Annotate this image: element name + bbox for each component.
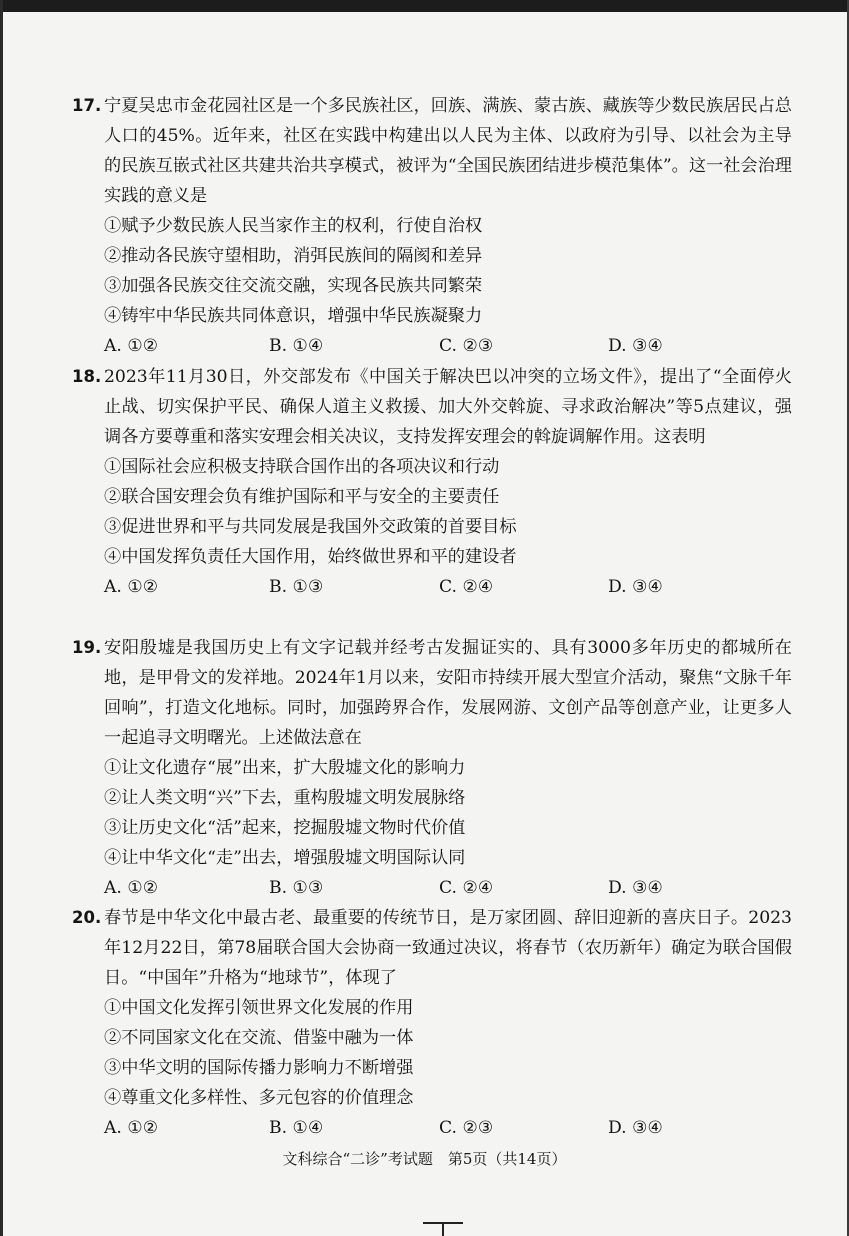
scan-left-edge [0, 0, 3, 1236]
choice-c[interactable]: C. ②④ [439, 878, 494, 898]
question-20 [72, 903, 792, 1143]
statement-1: ①让文化遗存“展”出来，扩大殷墟文化的影响力 [104, 758, 466, 778]
question-stem [72, 903, 792, 993]
choice-a[interactable]: A. ①② [104, 1118, 159, 1138]
question-number: 18. [72, 367, 102, 386]
answer-choices [72, 1113, 792, 1143]
statement-4: ④尊重文化多样性、多元包容的价值理念 [104, 1088, 414, 1108]
choice-b[interactable]: B. ①③ [269, 577, 324, 597]
statement-4: ④让中华文化“走”出去，增强殷墟文明国际认同 [104, 848, 466, 868]
answer-choices [72, 331, 792, 361]
choice-d[interactable]: D. ③④ [608, 1118, 663, 1138]
question-stem [72, 91, 792, 211]
choice-b[interactable]: B. ①③ [269, 878, 324, 898]
question-19 [72, 633, 792, 903]
statement-3: ③加强各民族交往交流交融，实现各民族共同繁荣 [104, 276, 483, 296]
choice-a[interactable]: A. ①② [104, 878, 159, 898]
choice-d[interactable]: D. ③④ [608, 336, 663, 356]
page-footer: 文科综合“二诊”考试题 第5页（共14页） [282, 1150, 567, 1168]
choice-d[interactable]: D. ③④ [608, 878, 663, 898]
statement-3: ③让历史文化“活”起来，挖掘殷墟文物时代价值 [104, 818, 466, 838]
question-number: 20. [72, 908, 102, 927]
question-stem [72, 633, 792, 753]
scan-top-edge [0, 0, 849, 12]
choice-c[interactable]: C. ②③ [439, 336, 494, 356]
answer-choices [72, 572, 792, 602]
statement-2: ②推动各民族守望相助，消弭民族间的隔阂和差异 [104, 246, 483, 266]
choice-d[interactable]: D. ③④ [608, 577, 663, 597]
question-text: 宁夏吴忠市金花园社区是一个多民族社区，回族、满族、蒙古族、藏族等少数民族居民占总人口的45%。近年来，社区在实践中构建出以人民为主体、以政府为引导、以社会为主导的民族互嵌式社区共建共治共享模式，被评为“全国民族团结进步模范集体”。这一社会治理实践的意义是 [104, 96, 792, 206]
statement-2: ②让人类文明“兴”下去，重构殷墟文明发展脉络 [104, 788, 466, 808]
statement-2: ②联合国安理会负有维护国际和平与安全的主要责任 [104, 487, 500, 507]
binding-mark [423, 1222, 463, 1236]
statement-4: ④中国发挥负责任大国作用，始终做世界和平的建设者 [104, 547, 517, 567]
question-number: 19. [72, 638, 102, 657]
statement-3: ③促进世界和平与共同发展是我国外交政策的首要目标 [104, 517, 517, 537]
statement-1: ①国际社会应积极支持联合国作出的各项决议和行动 [104, 457, 500, 477]
question-text: 2023年11月30日，外交部发布《中国关于解决巴以冲突的立场文件》，提出了“全面停火止战、切实保护平民、确保人道主义救援、加大外交斡旋、寻求政治解决”等5点建议，强调各方要尊重和落实安理会相关决议，支持发挥安理会的斡旋调解作用。这表明 [104, 367, 792, 447]
statement-1: ①赋予少数民族人民当家作主的权利，行使自治权 [104, 216, 483, 236]
statement-1: ①中国文化发挥引领世界文化发展的作用 [104, 998, 414, 1018]
question-17 [72, 91, 792, 361]
question-18 [72, 362, 792, 602]
question-number: 17. [72, 96, 102, 115]
question-text: 安阳殷墟是我国历史上有文字记载并经考古发掘证实的、具有3000多年历史的都城所在地，是甲骨文的发祥地。2024年1月以来，安阳市持续开展大型宣介活动，聚焦“文脉千年回响”，打造文化地标。同时，加强跨界合作，发展网游、文创产品等创意产业，让更多人一起追寻文明曙光。上述做法意在 [104, 638, 792, 748]
question-text: 春节是中华文化中最古老、最重要的传统节日，是万家团圆、辞旧迎新的喜庆日子。2023年12月22日，第78届联合国大会协商一致通过决议，将春节（农历新年）确定为联合国假日。“中国年”升格为“地球节”，体现了 [104, 908, 792, 988]
choice-c[interactable]: C. ②④ [439, 577, 494, 597]
choice-a[interactable]: A. ①② [104, 577, 159, 597]
choice-b[interactable]: B. ①④ [269, 1118, 324, 1138]
answer-choices [72, 873, 792, 903]
statement-3: ③中华文明的国际传播力影响力不断增强 [104, 1058, 414, 1078]
choice-c[interactable]: C. ②③ [439, 1118, 494, 1138]
statement-4: ④铸牢中华民族共同体意识，增强中华民族凝聚力 [104, 306, 483, 326]
question-stem [72, 362, 792, 452]
choice-b[interactable]: B. ①④ [269, 336, 324, 356]
statement-2: ②不同国家文化在交流、借鉴中融为一体 [104, 1028, 414, 1048]
choice-a[interactable]: A. ①② [104, 336, 159, 356]
